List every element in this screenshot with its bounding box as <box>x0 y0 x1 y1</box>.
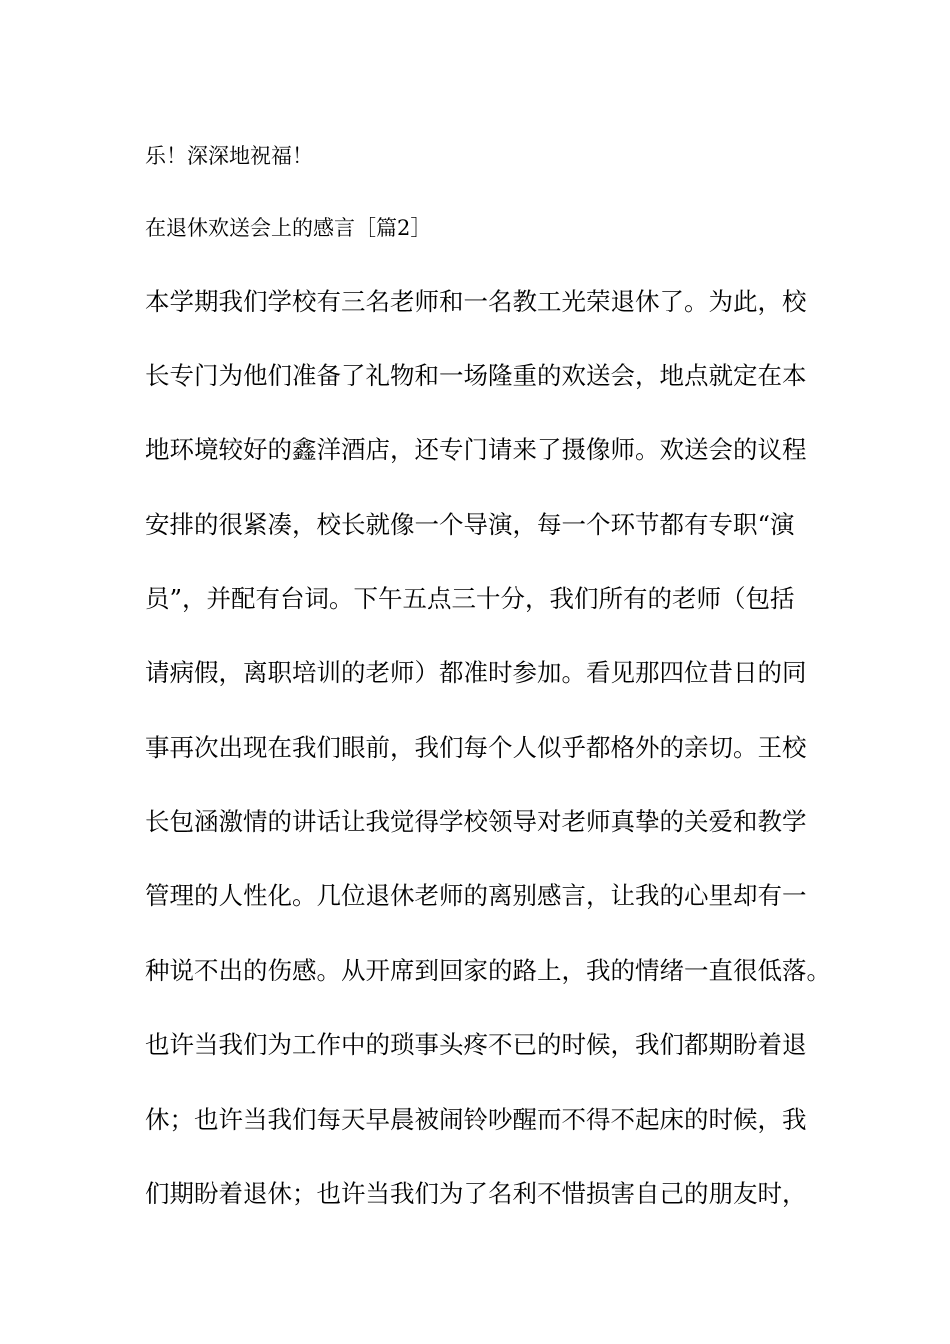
paragraph-line: 也许当我们为工作中的琐事头疼不已的时候，我们都期盼着退 <box>145 1030 807 1059</box>
paragraph-line: 休；也许当我们每天早晨被闹铃吵醒而不得不起床的时候，我 <box>145 1105 807 1134</box>
paragraph-line: 请病假，离职培训的老师）都准时参加。看见那四位昔日的同 <box>145 658 807 687</box>
paragraph-line: 长包涵激情的讲话让我觉得学校领导对老师真挚的关爱和教学 <box>145 807 807 836</box>
paragraph-line: 事再次出现在我们眼前，我们每个人似乎都格外的亲切。王校 <box>145 733 807 762</box>
section-heading: 在退休欢送会上的感言［篇2］ <box>145 216 432 240</box>
paragraph-line: 长专门为他们准备了礼物和一场隆重的欢送会，地点就定在本 <box>145 361 807 390</box>
paragraph-line: 种说不出的伤感。从开席到回家的路上，我的情绪一直很低落。 <box>145 956 831 985</box>
paragraph-line: 们期盼着退休；也许当我们为了名利不惜损害自己的朋友时， <box>145 1179 807 1208</box>
paragraph-line: 本学期我们学校有三名老师和一名教工光荣退休了。为此，校 <box>145 287 807 316</box>
text-line-closing: 乐！深深地祝福！ <box>145 144 313 168</box>
paragraph-line: 管理的人性化。几位退休老师的离别感言，让我的心里却有一 <box>145 881 807 910</box>
paragraph-line: 员”，并配有台词。下午五点三十分，我们所有的老师（包括 <box>145 584 795 613</box>
paragraph-line: 安排的很紧凑，校长就像一个导演，每一个环节都有专职“演 <box>145 510 795 539</box>
paragraph-line: 地环境较好的鑫洋酒店，还专门请来了摄像师。欢送会的议程 <box>145 435 807 464</box>
